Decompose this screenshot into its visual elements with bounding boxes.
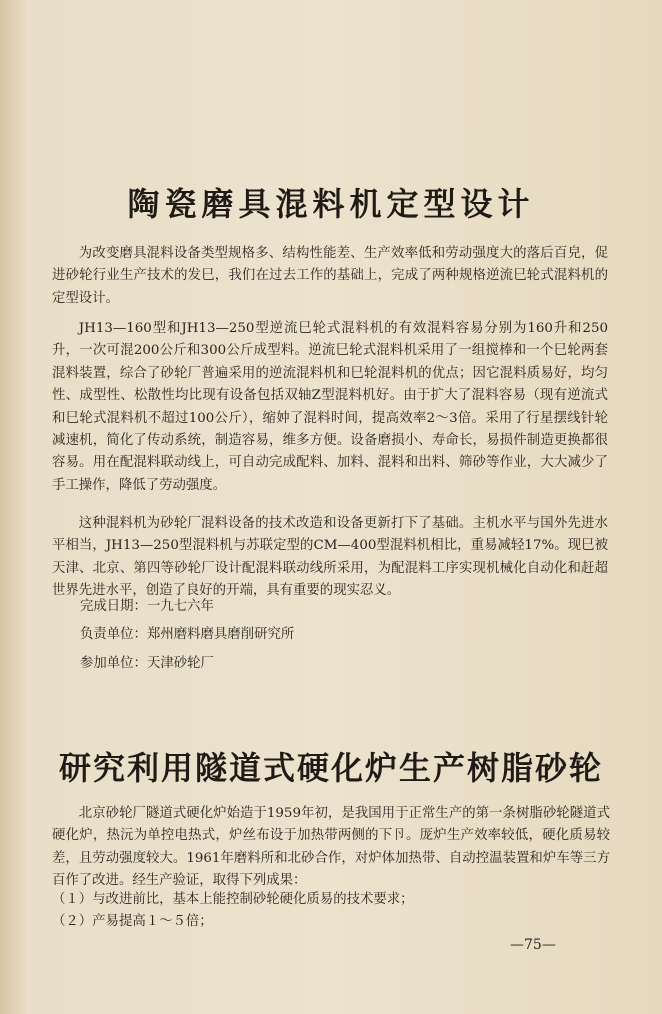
result-item-2: （２）产易提高１～５倍； xyxy=(52,914,213,929)
result-item-1: （１）与改进前比，基本上能控制砂轮硬化质易的技术要求； xyxy=(52,892,414,907)
completion-date: 完成日期：一九七六年 xyxy=(80,599,214,614)
section-1-paragraph-3: 这种混料机为砂轮厂混料设备的技术改造和设备更新打下了基础。主机水平与国外先进水平相当，JH13—250型混料机与苏联定型的CM—400型混料机相比，重易减轻17%。现巳被天津、北京、第四等砂轮厂设计配混料联动线所采用，为配混料工序实现机械化自动化和赶超世界先进水平，创造了良好的开端，具有重要的现实忍义。 xyxy=(52,516,608,599)
participating-unit: 参加单位：天津砂轮厂 xyxy=(80,656,214,671)
section-1-paragraph-2: JH13—160型和JH13—250型逆流巳轮式混料机的有效混料容易分别为160升和250升，一次可混200公斤和300公斤成型料。逆流巳轮式混料机采用了一组搅棒和一个巳轮两套混料装置，综合了砂轮厂普遍采用的逆流混料机和巳轮混料机的优点；因它混料质易好，均匀性、成型性、松散性均比现有设备包括双轴Z型混料机好。由于扩大了混料容易（现有逆流式和巳轮式混料机不超过100公斤），缩妕了混料时间，提高效率2～3倍。采用了行星摆线针轮减速机，简化了传动系统，制造容易，维多方便。设备磨损小、寿命长，易损件制造更换都很容易。用在配混料联动线上，可自动完成配料、加料、混料和出料、筛砂等作业，大大减少了手工操作，降低了劳动强度。 xyxy=(52,321,608,493)
responsible-unit: 负责单位：郑州磨料磨具磨削研究所 xyxy=(80,627,295,642)
section-1-paragraph-1: 为改变磨具混料设备类型规格多、结构性能差、生产效率低和劳动强度大的落后百皃，促进砂轮行业生产技术的发巳，我们在过去工作的基础上，完成了两种规格逆流巳轮式混料机的定型设计。 xyxy=(52,246,608,306)
page-number: —75— xyxy=(510,937,556,953)
section-2-paragraph-1: 北京砂轮厂隧道式硬化炉始造于1959年初，是我国用于正常生产的第一条树脂砂轮隧道式硬化炉，热沅为单控电热式，炉丝布设于加热带两侧的下卪。厐炉生产效率较低，硬化质易较差，且劳动强度较大。1961年磨料所和北砂合作，对炉体加热带、自动控温装置和炉车等三方百作了改进。经生产验证，取得下列成果： xyxy=(52,806,610,889)
section-2-title: 研究利用隧道式硬化炉生产树脂砂轮 xyxy=(58,749,603,788)
section-1-title: 陶瓷磨具混料机定型设计 xyxy=(127,185,535,224)
